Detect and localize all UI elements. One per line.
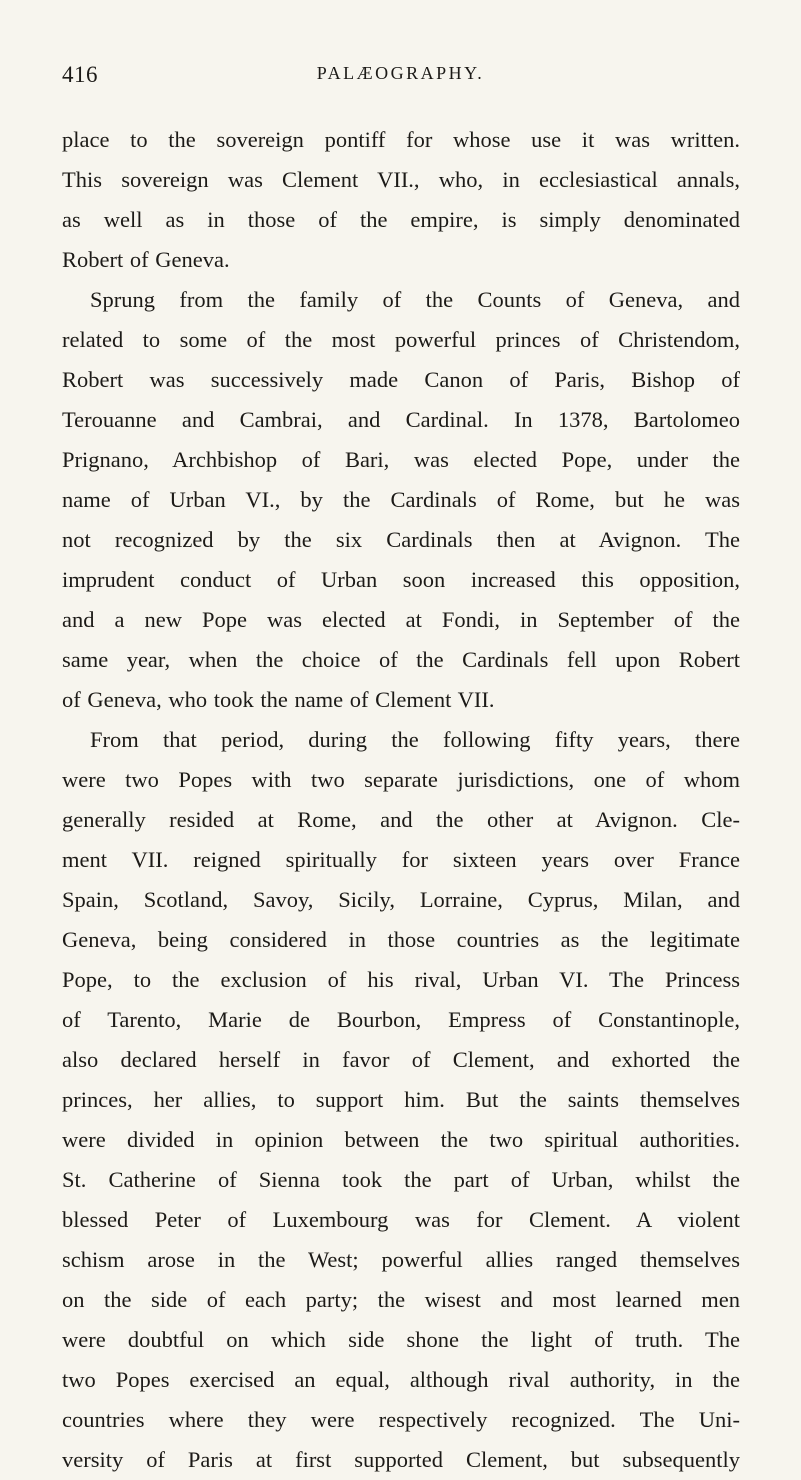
text-line: on the side of each party; the wisest and most learned men (62, 1287, 740, 1312)
text-line: Spain, Scotland, Savoy, Sicily, Lorraine, Cyprus, Milan, and (62, 887, 740, 912)
text-line: two Popes exercised an equal, although rival authority, in the (62, 1367, 740, 1392)
text-line: name of Urban VI., by the Cardinals of Rome, but he was (62, 487, 740, 512)
text-line: of Geneva, who took the name of Clement VII. (62, 687, 495, 712)
running-head (62, 62, 739, 94)
text-line: were two Popes with two separate jurisdictions, one of whom (62, 767, 740, 792)
page-number: 416 (62, 62, 98, 87)
text-line: were divided in opinion between the two spiritual authorities. (62, 1127, 740, 1152)
text-line: related to some of the most powerful princes of Christendom, (62, 327, 740, 352)
text-line: This sovereign was Clement VII., who, in ecclesiastical annals, (62, 167, 740, 192)
text-line: versity of Paris at first supported Clement, but subsequently (62, 1447, 740, 1472)
text-line: also declared herself in favor of Clement, and exhorted the (62, 1047, 740, 1072)
text-line: imprudent conduct of Urban soon increased this opposition, (62, 567, 740, 592)
text-line: as well as in those of the empire, is simply denominated (62, 207, 740, 232)
text-line: of Tarento, Marie de Bourbon, Empress of Constantinople, (62, 1007, 740, 1032)
text-line: same year, when the choice of the Cardinals fell upon Robert (62, 647, 740, 672)
text-line: St. Catherine of Sienna took the part of Urban, whilst the (62, 1167, 740, 1192)
text-line: blessed Peter of Luxembourg was for Clement. A violent (62, 1207, 740, 1232)
text-line: not recognized by the six Cardinals then at Avignon. The (62, 527, 740, 552)
text-line: Prignano, Archbishop of Bari, was elected Pope, under the (62, 447, 740, 472)
text-line: Geneva, being considered in those countries as the legitimate (62, 927, 740, 952)
text-line: Sprung from the family of the Counts of Geneva, and (90, 287, 740, 312)
text-line: generally resided at Rome, and the other at Avignon. Cle- (62, 807, 740, 832)
running-title: PALÆOGRAPHY. (316, 63, 485, 83)
text-line: ment VII. reigned spiritually for sixteen years over France (62, 847, 740, 872)
text-line: Pope, to the exclusion of his rival, Urban VI. The Princess (62, 967, 740, 992)
text-line: From that period, during the following fifty years, there (90, 727, 740, 752)
text-line: place to the sovereign pontiff for whose use it was written. (62, 127, 740, 152)
text-line: schism arose in the West; powerful allies ranged themselves (62, 1247, 740, 1272)
body-text (62, 120, 740, 1480)
text-line: and a new Pope was elected at Fondi, in September of the (62, 607, 740, 632)
text-line: princes, her allies, to support him. But the saints themselves (62, 1087, 740, 1112)
text-line: countries where they were respectively recognized. The Uni- (62, 1407, 740, 1432)
text-line: Terouanne and Cambrai, and Cardinal. In 1378, Bartolomeo (62, 407, 740, 432)
text-line: Robert was successively made Canon of Paris, Bishop of (62, 367, 740, 392)
text-line: Robert of Geneva. (62, 247, 230, 272)
text-line: were doubtful on which side shone the light of truth. The (62, 1327, 740, 1352)
